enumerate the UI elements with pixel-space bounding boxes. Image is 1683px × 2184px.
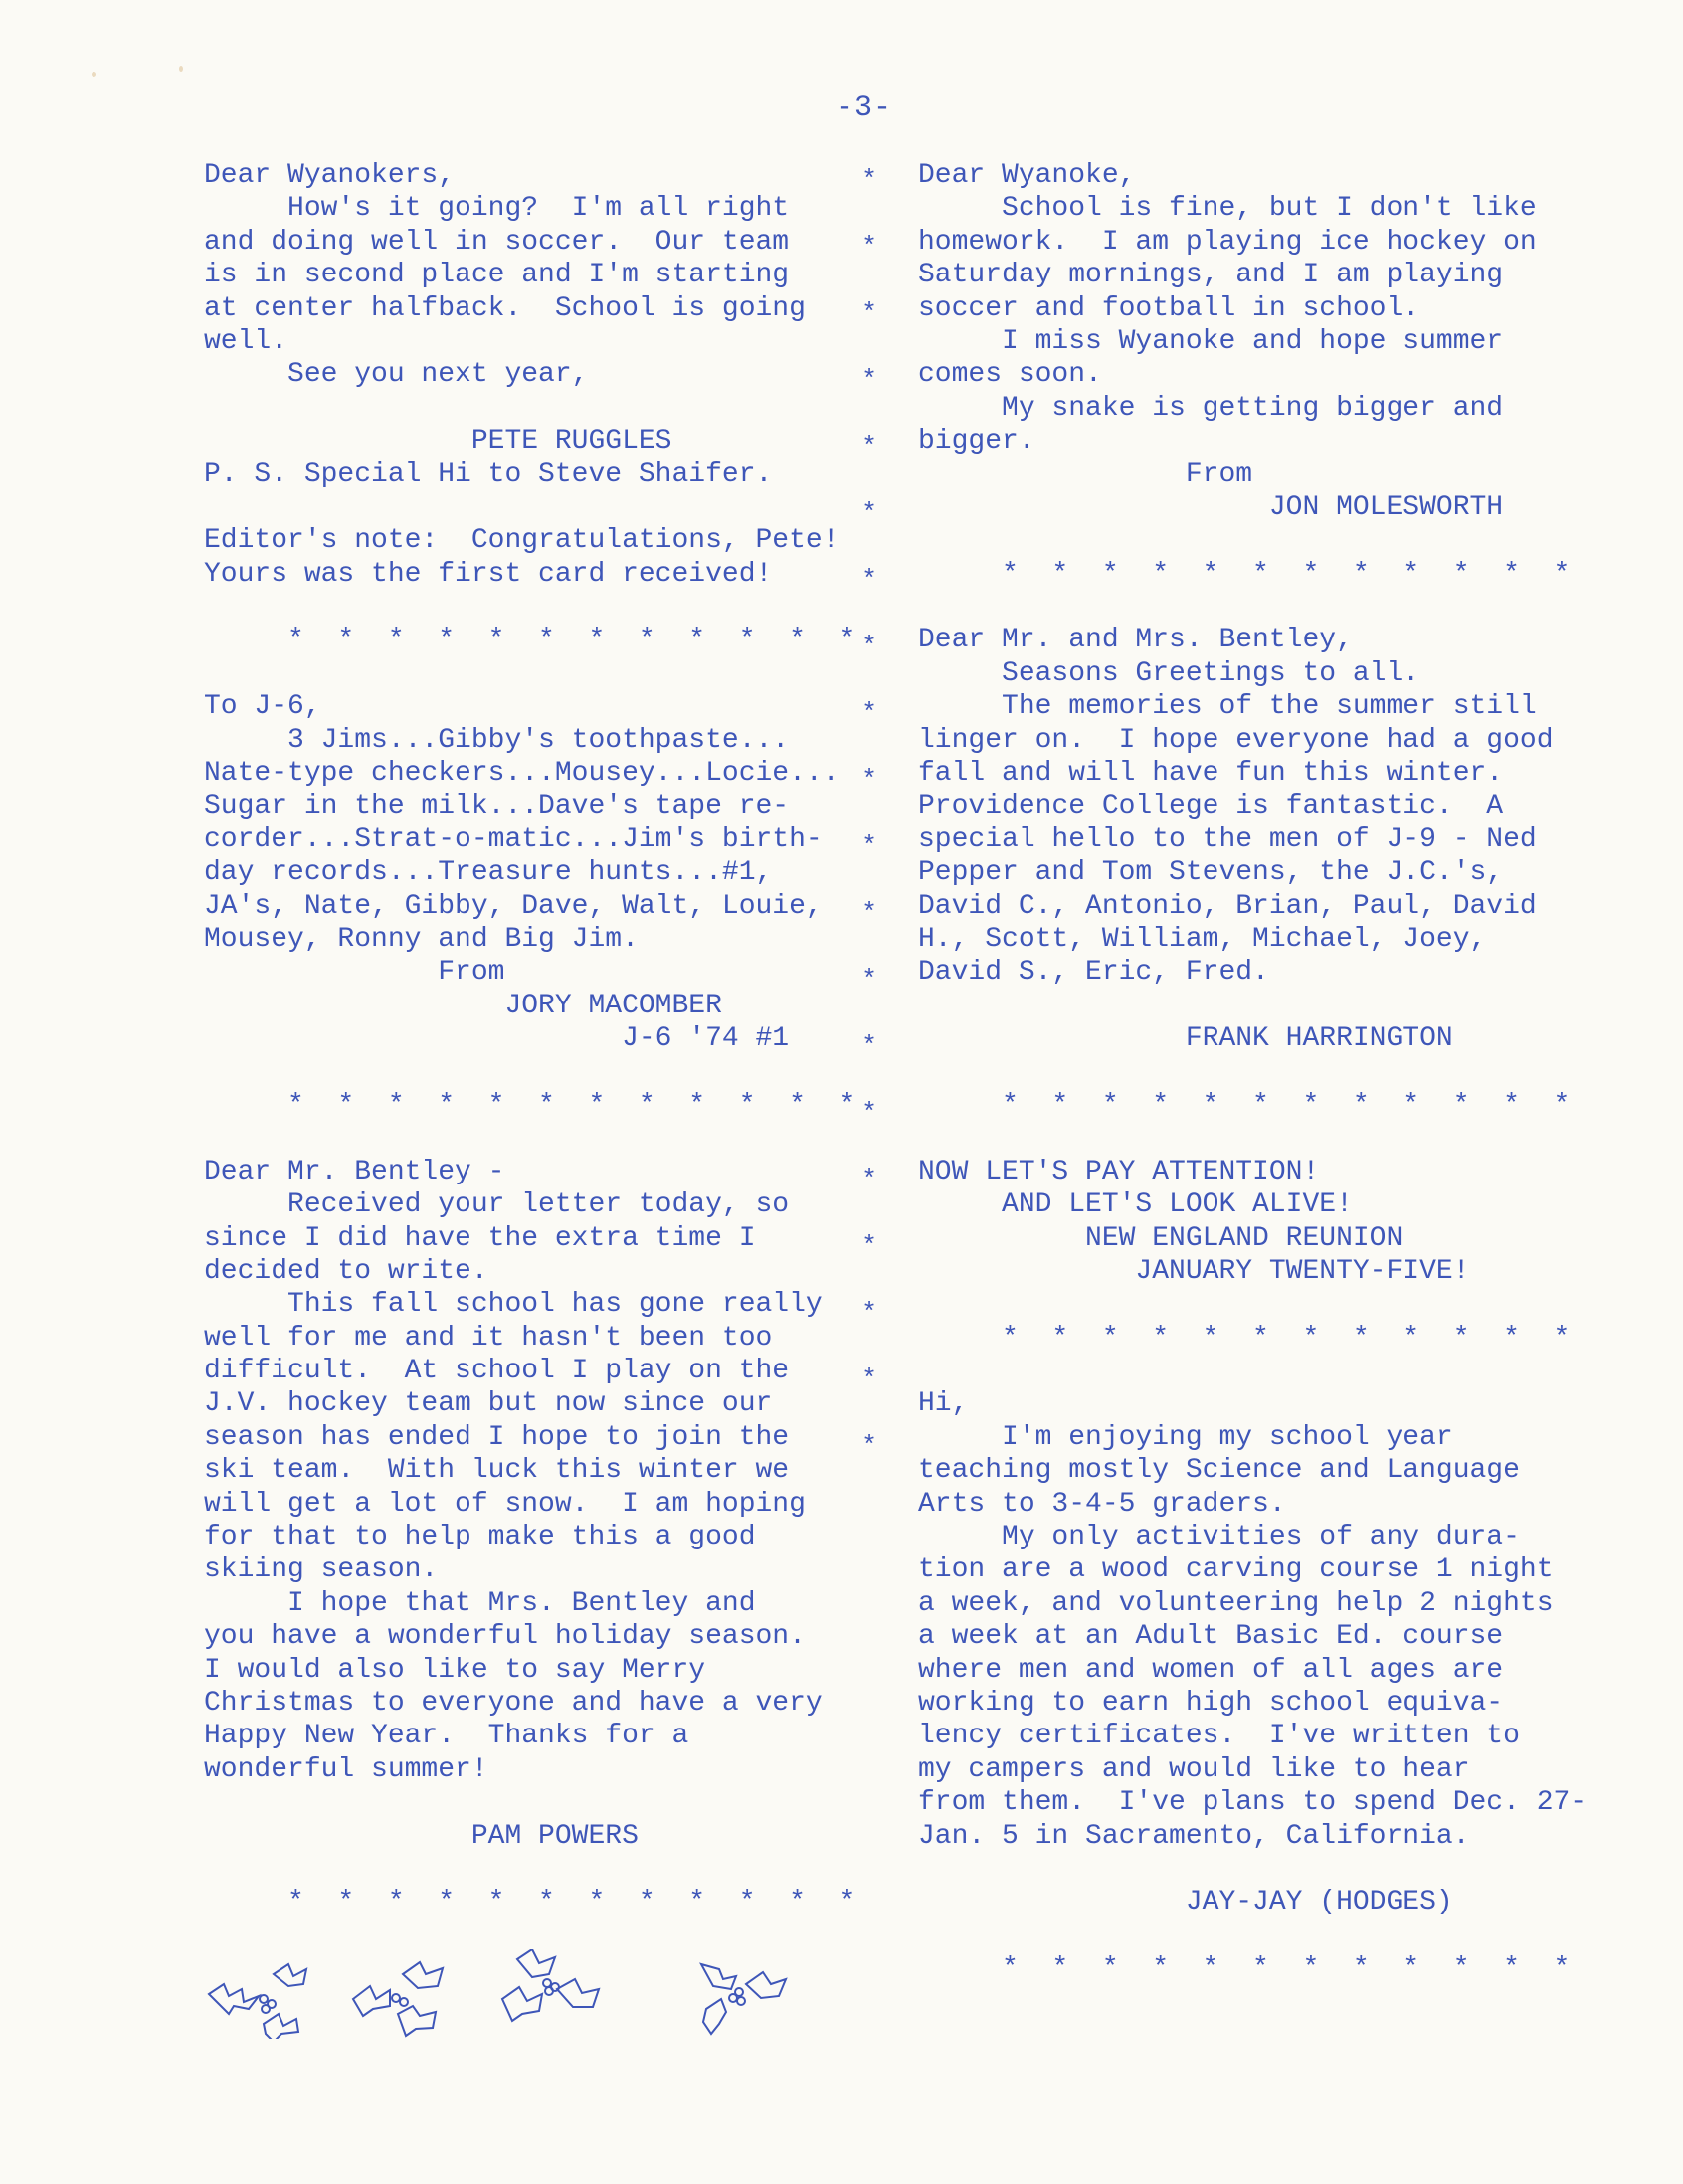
right-column-line: JANUARY TWENTY-FIVE! (918, 1255, 1470, 1287)
divider-asterisk: * (861, 632, 877, 661)
right-column-line: H., Scott, William, Michael, Joey, (918, 923, 1487, 955)
left-column-line: day records...Treasure hunts...#1, (204, 857, 773, 889)
holly-sprig-icon (209, 1964, 306, 2039)
left-column-line: J-6 '74 #1 (204, 1023, 790, 1055)
left-column-line: corder...Strat-o-matic...Jim's birth- (204, 823, 823, 855)
right-column-line (918, 591, 1634, 624)
right-column-line: Seasons Greetings to all. (918, 657, 1420, 689)
divider-asterisk: * (861, 765, 877, 795)
left-column-line (204, 1853, 841, 1886)
right-column-line: soccer and football in school. (918, 292, 1420, 324)
left-column-line: JA's, Nate, Gibby, Dave, Walt, Louie, (204, 890, 823, 922)
right-column-line (918, 1122, 1634, 1155)
left-column-line: season has ended I hope to join the (204, 1421, 790, 1453)
left-column (204, 159, 856, 1919)
right-column-line: my campers and would like to hear (918, 1753, 1470, 1785)
left-column-line: Received your letter today, so (204, 1189, 790, 1221)
left-column-line: ski team. With luck this winter we (204, 1455, 790, 1487)
right-column (918, 159, 1634, 1985)
paper-speck (92, 72, 96, 77)
right-column-line: lency certificates. I've written to (918, 1721, 1520, 1752)
left-column-line: J.V. hockey team but now since our (204, 1388, 773, 1420)
paper-speck (179, 66, 183, 72)
right-column-line: Jan. 5 in Sacramento, California. (918, 1820, 1470, 1852)
left-column-line: skiing season. (204, 1554, 439, 1586)
left-column-line: PAM POWERS (204, 1820, 639, 1852)
column-divider (857, 167, 881, 1500)
left-column-line: at center halfback. School is going (204, 292, 806, 324)
divider-asterisk: * (861, 432, 877, 461)
left-column-line: decided to write. (204, 1255, 488, 1287)
left-column-line (204, 392, 841, 425)
right-column-line: * * * * * * * * * * * * (918, 558, 1571, 590)
holly-sprig-icon (353, 1962, 443, 2036)
right-column-line: Dear Mr. and Mrs. Bentley, (918, 625, 1353, 656)
left-column-line: Happy New Year. Thanks for a (204, 1721, 689, 1752)
left-column-line: 3 Jims...Gibby's toothpaste... (204, 724, 790, 756)
divider-asterisk: * (861, 232, 877, 262)
right-column-line: a week at an Adult Basic Ed. course (918, 1621, 1504, 1653)
left-column-line: I hope that Mrs. Bentley and (204, 1587, 756, 1619)
right-column-line: AND LET'S LOOK ALIVE! (918, 1189, 1353, 1221)
right-column-line (918, 1919, 1634, 1952)
right-column-line: Hi, (918, 1388, 969, 1420)
divider-asterisk: * (861, 498, 877, 528)
left-column-line: well. (204, 325, 288, 357)
page-number: -3- (836, 91, 893, 125)
divider-asterisk: * (861, 965, 877, 995)
right-column-line: a week, and volunteering help 2 nights (918, 1587, 1554, 1619)
left-column-line: I would also like to say Merry (204, 1654, 706, 1686)
left-column-line (204, 1122, 841, 1155)
right-column-line: working to earn high school equiva- (918, 1687, 1504, 1719)
left-column-line: This fall school has gone really (204, 1289, 823, 1321)
right-column-line: * * * * * * * * * * * * (918, 1953, 1571, 1985)
right-column-line (918, 524, 1634, 557)
right-column-line: The memories of the summer still (918, 691, 1537, 723)
divider-asterisk: * (861, 365, 877, 395)
right-column-line: Arts to 3-4-5 graders. (918, 1488, 1286, 1520)
right-column-line (918, 1853, 1634, 1886)
right-column-line: JON MOLESWORTH (918, 491, 1504, 523)
left-column-line: Sugar in the milk...Dave's tape re- (204, 791, 790, 822)
left-column-line: See you next year, (204, 359, 589, 391)
right-column-line (918, 1056, 1634, 1089)
right-column-line: FRANK HARRINGTON (918, 1023, 1453, 1055)
divider-asterisk: * (861, 1098, 877, 1128)
left-column-line: wonderful summer! (204, 1753, 488, 1785)
divider-asterisk: * (861, 1431, 877, 1461)
left-column-line: you have a wonderful holiday season. (204, 1621, 806, 1653)
divider-asterisk: * (861, 1165, 877, 1194)
left-column-line: JORY MACOMBER (204, 990, 722, 1021)
left-column-line: since I did have the extra time I (204, 1222, 756, 1254)
right-column-line: David C., Antonio, Brian, Paul, David (918, 890, 1537, 922)
holly-sprig-icon (701, 1964, 786, 2034)
right-column-line: Pepper and Tom Stevens, the J.C.'s, (918, 857, 1504, 889)
right-column-line: NOW LET'S PAY ATTENTION! (918, 1156, 1320, 1187)
left-column-line: Dear Mr. Bentley - (204, 1156, 505, 1187)
left-column-line: for that to help make this a good (204, 1522, 756, 1553)
divider-asterisk: * (861, 565, 877, 595)
left-column-line: Mousey, Ronny and Big Jim. (204, 923, 639, 955)
left-column-line: * * * * * * * * * * * * (204, 1089, 856, 1121)
left-column-line: Christmas to everyone and have a very (204, 1687, 823, 1719)
divider-asterisk: * (861, 898, 877, 928)
right-column-line: David S., Eric, Fred. (918, 957, 1269, 989)
right-column-line: homework. I am playing ice hockey on (918, 226, 1537, 258)
divider-asterisk: * (861, 698, 877, 728)
right-column-line: comes soon. (918, 359, 1102, 391)
left-column-line: How's it going? I'm all right (204, 193, 790, 225)
left-column-line (204, 491, 841, 524)
divider-asterisk: * (861, 165, 877, 195)
right-column-line: NEW ENGLAND REUNION (918, 1222, 1403, 1254)
left-column-line: P. S. Special Hi to Steve Shaifer. (204, 458, 773, 490)
divider-asterisk: * (861, 298, 877, 328)
right-column-line: My only activities of any dura- (918, 1522, 1520, 1553)
divider-asterisk: * (861, 1298, 877, 1328)
right-column-line: JAY-JAY (HODGES) (918, 1887, 1453, 1918)
right-column-line: teaching mostly Science and Language (918, 1455, 1520, 1487)
right-column-line: Providence College is fantastic. A (918, 791, 1504, 822)
right-column-line (918, 1288, 1634, 1321)
left-column-line (204, 591, 841, 624)
right-column-line: bigger. (918, 426, 1035, 457)
left-column-line (204, 657, 841, 690)
divider-asterisk: * (861, 1365, 877, 1394)
left-column-line: To J-6, (204, 691, 321, 723)
left-column-line: Yours was the first card received! (204, 558, 773, 590)
right-column-line: From (918, 458, 1253, 490)
right-column-line: special hello to the men of J-9 - Ned (918, 823, 1537, 855)
holly-sprig-icon (502, 1949, 599, 2021)
left-column-line: * * * * * * * * * * * * (204, 1887, 856, 1918)
left-column-line (204, 1786, 841, 1819)
left-column-line: PETE RUGGLES (204, 426, 672, 457)
left-column-line: and doing well in soccer. Our team (204, 226, 790, 258)
right-column-line: I'm enjoying my school year (918, 1421, 1453, 1453)
right-column-line: fall and will have fun this winter. (918, 758, 1504, 790)
right-column-line: Dear Wyanoke, (918, 160, 1136, 191)
left-column-line: Dear Wyanokers, (204, 160, 456, 191)
left-column-line (204, 1056, 841, 1089)
left-column-line: From (204, 957, 505, 989)
divider-asterisk: * (861, 831, 877, 861)
right-column-line: I miss Wyanoke and hope summer (918, 325, 1504, 357)
left-column-line: * * * * * * * * * * * * (204, 625, 856, 656)
right-column-line: from them. I've plans to spend Dec. 27- (918, 1787, 1588, 1819)
left-column-line: Nate-type checkers...Mousey...Locie... (204, 758, 840, 790)
left-column-line: will get a lot of snow. I am hoping (204, 1488, 806, 1520)
right-column-line: linger on. I hope everyone had a good (918, 724, 1554, 756)
right-column-line: tion are a wood carving course 1 night (918, 1554, 1554, 1586)
holly-decoration (204, 1949, 821, 2039)
right-column-line: Saturday mornings, and I am playing (918, 260, 1504, 291)
left-column-line: difficult. At school I play on the (204, 1356, 790, 1387)
right-column-line: * * * * * * * * * * * * (918, 1089, 1571, 1121)
right-column-line (918, 1355, 1634, 1387)
divider-asterisk: * (861, 1231, 877, 1261)
right-column-line: * * * * * * * * * * * * (918, 1322, 1571, 1354)
right-column-line: School is fine, but I don't like (918, 193, 1537, 225)
right-column-line: My snake is getting bigger and (918, 392, 1504, 424)
left-column-line: Editor's note: Congratulations, Pete! (204, 525, 840, 557)
right-column-line (918, 990, 1634, 1022)
left-column-line: well for me and it hasn't been too (204, 1322, 773, 1354)
right-column-line: where men and women of all ages are (918, 1654, 1504, 1686)
divider-asterisk: * (861, 1031, 877, 1061)
left-column-line: is in second place and I'm starting (204, 260, 790, 291)
